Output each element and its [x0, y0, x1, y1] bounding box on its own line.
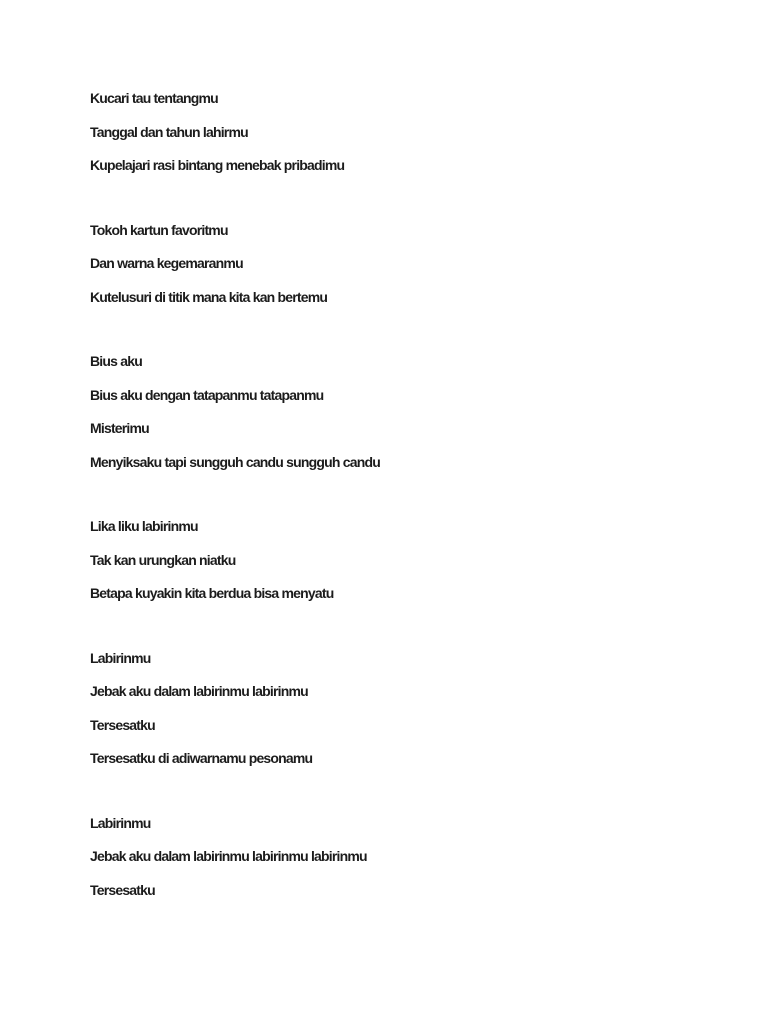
- lyric-line: Tanggal dan tahun lahirmu: [90, 123, 248, 140]
- lyric-line: Kupelajari rasi bintang menebak pribadimu: [90, 157, 345, 173]
- lyric-line: Kutelusuri di titik mana kita kan bertemu: [90, 288, 328, 305]
- stanza: [90, 345, 708, 479]
- stanza: [90, 642, 708, 776]
- lyric-line: Tak kan urungkan niatku: [90, 551, 236, 568]
- lyric-line: Tersesatku di adiwarnamu pesonamu: [90, 750, 313, 766]
- lyric-line: Jebak aku dalam labirinmu labirinmu: [90, 683, 308, 699]
- lyric-line: Jebak aku dalam labirinmu labirinmu labirinmu: [90, 848, 367, 864]
- lyric-line: Tersesatku: [90, 881, 155, 898]
- lyric-line: Bius aku: [90, 353, 142, 369]
- stanza: [90, 510, 708, 611]
- lyric-line: Lika liku labirinmu: [90, 518, 198, 534]
- lyric-line: Tokoh kartun favoritmu: [90, 221, 228, 238]
- lyric-line: Labirinmu: [90, 814, 151, 831]
- lyric-line: Tersesatku: [90, 716, 155, 733]
- lyric-line: Kucari tau tentangmu: [90, 90, 218, 106]
- lyric-line: Misterimu: [90, 420, 149, 436]
- lyric-line: Bius aku dengan tatapanmu tatapanmu: [90, 386, 324, 403]
- stanza: [90, 807, 708, 908]
- lyric-line: Menyiksaku tapi sungguh candu sungguh candu: [90, 453, 380, 470]
- stanza: [90, 214, 708, 315]
- stanza: [90, 82, 708, 183]
- lyric-line: Labirinmu: [90, 649, 151, 666]
- lyric-line: Dan warna kegemaranmu: [90, 255, 243, 271]
- lyric-line: Betapa kuyakin kita berdua bisa menyatu: [90, 585, 334, 601]
